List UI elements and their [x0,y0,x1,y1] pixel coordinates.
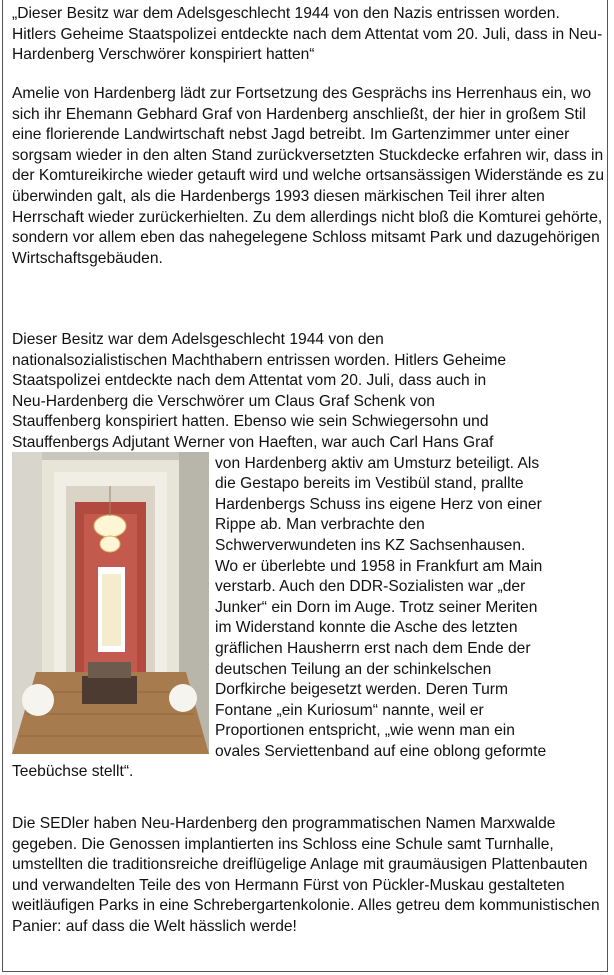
text-line: Rippe ab. Man verbrachte den [215,516,425,534]
text-line: Staatspolizei entdeckte nach dem Attentat vom 20. Juli, dass auch in [12,372,487,390]
text-line: Stauffenberg konspiriert hatten. Ebenso wie sein Schwiegersohn und [12,413,489,431]
text-line: Schwerverwundeten ins KZ Sachsenhausen. [215,536,526,554]
text-line: Neu-Hardenberg die Verschwörer um Claus Graf Schenk von [12,392,435,410]
text-line: ovales Serviettenband auf eine oblong geformte [215,742,547,760]
paragraph-2-end: Teebüchse stellt“. [12,763,134,780]
hall-interior-image [12,452,209,754]
interior-photo [12,452,209,754]
text-line: Fontane „ein Kuriosum“ nannte, weil er [215,701,484,719]
text-line: Hardenbergs Schuss ins eigene Herz von einer [215,495,542,513]
text-line: deutschen Teilung an der schinkelschen [215,660,492,678]
paragraph-2-wrap [215,454,607,763]
text-line: von Hardenberg aktiv am Umsturz beteiligt. Als [215,454,540,472]
text-line: Dorfkirche beigesetzt werden. Deren Turm [215,681,508,699]
text-line: gräflichen Hausherrn erst nach dem Ende der [215,639,531,657]
text-line: Dieser Besitz war dem Adelsgeschlecht 1944 von den [12,331,384,348]
pull-quote: „Dieser Besitz war dem Adelsgeschlecht 1944 von den Nazis entrissen worden. Hitlers Geheime Staatspolizei entdeckte nach dem Attentat vom 20. Juli, dass in Neu-Hardenberg Verschwörer konspiriert hatten“ [12,5,603,64]
paragraph-1: Amelie von Hardenberg lädt zur Fortsetzung des Gesprächs ins Herrenhaus ein, wo sich ihr Ehemann Gebhard Graf von Hardenberg anschließt, der hier in großem Stil eine florierende Landwirtschaft nebst Jagd betreibt. Im Gartenzimmer unter einer sorgsam wieder in den alten Stand zurückversetzten Stuckdecke erfahren wir, dass in der Komtureikirche wieder getauft wird und welche ortsansässigen Widerstände es zu überwinden galt, als die Hardenbergs 1993 diesen märkischen Teil ihrer alten Herrschaft wieder zurückerhielten. Zu dem allerdings nicht bloß die Komturei gehörte, sondern vor allem eben das nahegelegene Schloss mitsamt Park und dazugehörigen Wirtschaftsgebäuden. [12,85,604,267]
text-line: verstarb. Auch den DDR-Sozialisten war „der [215,578,526,596]
text-line: Stauffenbergs Adjutant Werner von Haeften, war auch Carl Hans Graf [12,433,494,451]
paragraph-3: Die SEDler haben Neu-Hardenberg den programmatischen Namen Marxwalde gegeben. Die Genossen implantierten ins Schloss eine Schule samt Turnhalle, umstellten die traditionsreiche dreiflügelige Anlage mit graumäusigen Plattenbauten und verwandelten Teile des von Hermann Fürst von Pückler-Muskau gestalteten weitläufigen Parks in eine Schrebergartenkolonie. Alles getreu dem kommunistischen Panier: auf dass die Welt hässlich werde! [12,815,600,935]
text-line: nationalsozialistischen Machthabern entrissen worden. Hitlers Geheime [12,351,507,369]
text-line: Proportionen entspricht, „wie wenn man ein [215,722,515,740]
text-line: im Widerstand konnte die Asche des letzten [215,619,518,637]
text-line: die Gestapo bereits im Vestibül stand, prallte [215,475,524,493]
text-line: Wo er überlebte und 1958 in Frankfurt am Main [215,557,543,575]
text-line: Junker“ ein Dorn im Auge. Trotz seiner Meriten [215,598,538,616]
paragraph-2-top [12,330,604,454]
